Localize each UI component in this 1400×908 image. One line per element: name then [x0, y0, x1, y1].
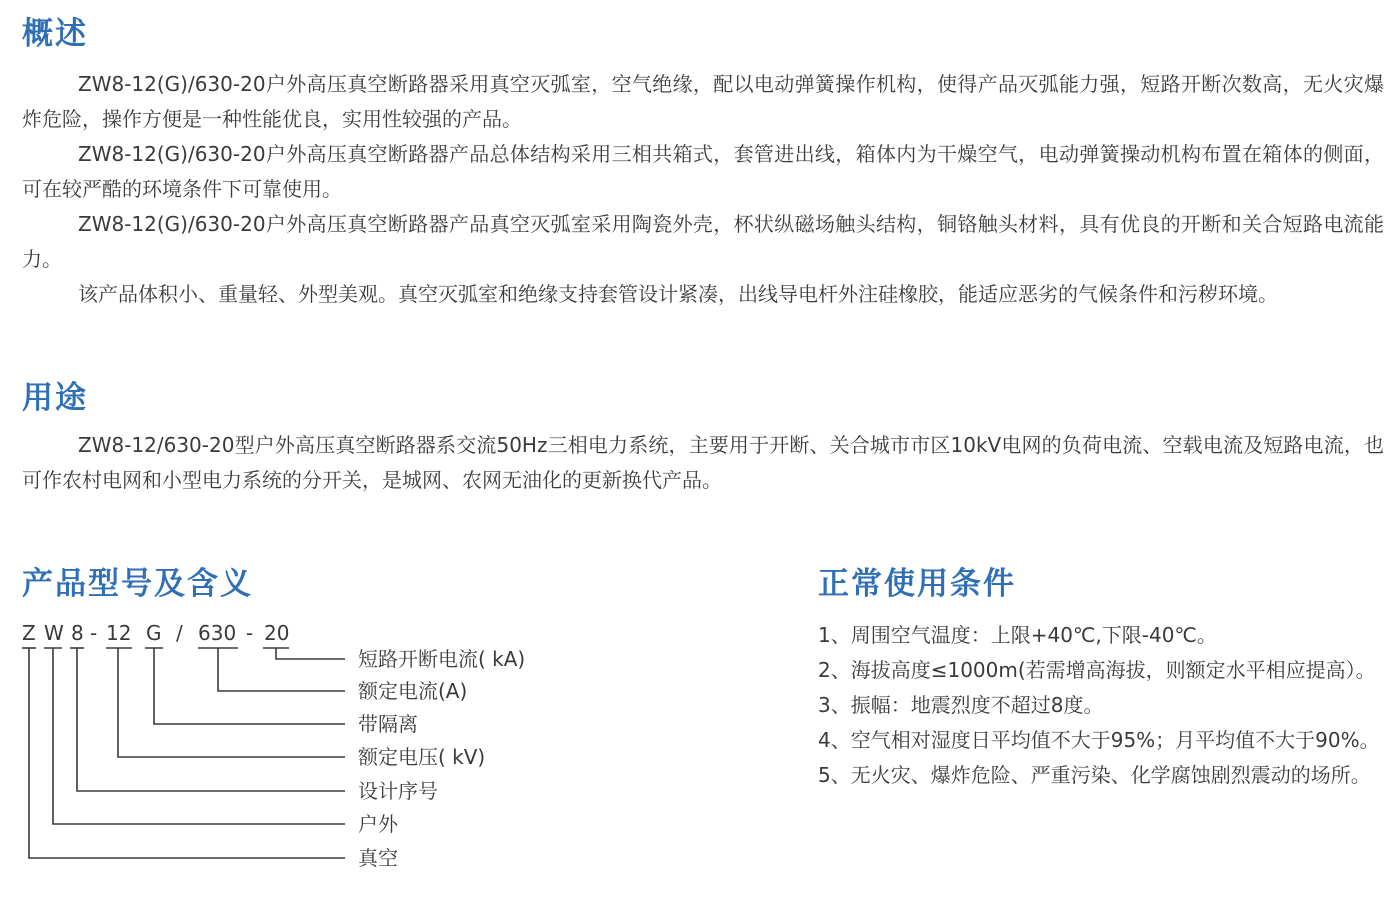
legend-label-outdoor: 户外	[358, 812, 398, 836]
legend-label-vacuum: 真空	[358, 846, 398, 870]
model-code-part: -	[246, 621, 254, 645]
model-code-part: -	[90, 621, 98, 645]
legend-label-design-number: 设计序号	[358, 779, 438, 803]
leader-line-z	[29, 648, 345, 858]
model-code-part: 8	[71, 621, 84, 645]
leader-line-g	[154, 648, 345, 724]
condition-item: 4、空气相对湿度日平均值不大于95%；月平均值不大于90%。	[818, 728, 1380, 752]
leader-line-12	[118, 648, 345, 757]
conditions-list	[818, 618, 1384, 793]
usage-heading: 用途	[22, 380, 88, 416]
legend-label-isolation: 带隔离	[358, 712, 418, 736]
overview-paragraph: ZW8-12(G)/630-20户外高压真空断路器产品总体结构采用三相共箱式，套管进出线，箱体内为干燥空气，电动弹簧操动机构布置在箱体的侧面，可在较严酷的环境条件下可靠使用。	[22, 142, 1384, 201]
legend-label-breaking-current: 短路开断电流( kA)	[358, 647, 526, 671]
model-code-part: 12	[106, 621, 132, 645]
model-code-part: W	[44, 621, 64, 645]
condition-item: 1、周围空气温度：上限+40℃,下限-40℃。	[818, 623, 1217, 647]
overview-paragraph: 该产品体积小、重量轻、外型美观。真空灭弧室和绝缘支持套管设计紧凑，出线导电杆外注硅橡胶，能适应恶劣的气候条件和污秽环境。	[78, 282, 1278, 306]
usage-body	[22, 428, 1384, 498]
usage-paragraph: ZW8-12/630-20型户外高压真空断路器系交流50Hz三相电力系统，主要用于开断、关合城市市区10kV电网的负荷电流、空载电流及短路电流，也可作农村电网和小型电力系统的分开关，是城网、农网无油化的更新换代产品。	[22, 433, 1384, 492]
model-code-part: G	[146, 621, 162, 645]
leader-line-w	[53, 648, 345, 824]
leader-line-20	[276, 648, 345, 659]
model-meaning-heading: 产品型号及含义	[22, 566, 253, 602]
conditions-heading: 正常使用条件	[818, 566, 1016, 602]
model-code-part: Z	[22, 621, 36, 645]
overview-body	[22, 67, 1384, 312]
legend-label-rated-voltage: 额定电压( kV)	[358, 745, 486, 769]
overview-heading: 概述	[22, 16, 88, 52]
condition-item: 5、无火灾、爆炸危险、严重污染、化学腐蚀剧烈震动的场所。	[818, 763, 1371, 787]
model-code	[22, 620, 322, 648]
leader-line-8	[77, 648, 345, 791]
condition-item: 3、振幅：地震烈度不超过8度。	[818, 693, 1104, 717]
overview-paragraph: ZW8-12(G)/630-20户外高压真空断路器产品真空灭弧室采用陶瓷外壳，杯状纵磁场触头结构，铜铬触头材料，具有优良的开断和关合短路电流能力。	[22, 212, 1384, 271]
model-code-part: 630	[198, 621, 237, 645]
leader-line-630	[218, 648, 345, 691]
model-code-part: 20	[264, 621, 290, 645]
condition-item: 2、海拔高度≤1000m(若需增高海拔，则额定水平相应提高）。	[818, 658, 1376, 682]
model-code-part: /	[176, 621, 183, 645]
overview-paragraph: ZW8-12(G)/630-20户外高压真空断路器采用真空灭弧室，空气绝缘，配以电动弹簧操作机构，使得产品灭弧能力强，短路开断次数高，无火灾爆炸危险，操作方便是一种性能优良，实用性较强的产品。	[22, 72, 1384, 131]
legend-label-rated-current: 额定电流(A)	[358, 679, 468, 703]
